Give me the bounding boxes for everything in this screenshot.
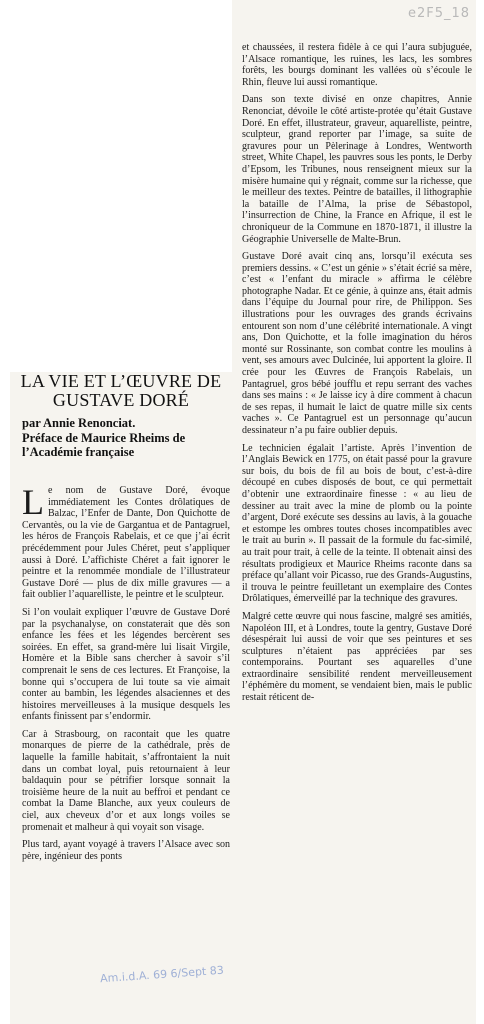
handwritten-note: Am.i.d.A. 69 6/Sept 83 bbox=[99, 963, 225, 986]
paragraph: Le nom de Gustave Doré, évoque immédiatement les Contes drôlatiques de Balzac, l’Enfer de Dante, Don Quichotte de Cervantès, ou la vie de Gargantua et de Pantagruel, les héros de François Rabelais, et ce que j’ai écrit précédemment pour Jules Chéret, peut s’appliquer aussi à Doré. L’affichiste Chéret a fait ignorer le peintre et la renommée mondiale de l’illustrateur Gustave Doré — plus de dix mille gravures — a fait oublier l’aquarelliste, le peintre et le sculpteur. bbox=[22, 482, 230, 601]
right-text-column bbox=[242, 42, 472, 710]
paragraph: et chaussées, il restera fidèle à ce qui l’aura subjuguée, l’Alsace romantique, les ruines, les lacs, les sombres forêts, les bourgs dominant les vallées où s’écoule le Rhin, fleuve lui aussi romantique. bbox=[242, 42, 472, 88]
preface-credit: Préface de Maurice Rheims de l’Académie française bbox=[22, 430, 186, 459]
article-subhead bbox=[22, 416, 226, 460]
paragraph: Gustave Doré avait cinq ans, lorsqu’il exécuta ses premiers dessins. « C’est un génie » s’était écrié sa mère, c’est « l’enfant du miracle » affirma le célèbre photographe Nadar. Et ce génie, à quinze ans, était admis dans l’équipe du Journal pour rire, de Philippon. Ses illustrations pour les ouvrages des grands écrivains entourent son nom d’une célébrité internationale. A vingt ans, Don Quichotte, et la folle imagination du héros monté sur Rossinante, son combat contre les moulins à vent, ses amours avec Dulcinée, lui apportent la gloire. Il crée pour les Œuvres de François Rabelais, un Pantagruel, gros bébé joufflu et repu serrant des vaches dans ses mains : « Je laisse icy à dire comment à chacun de ses repas, il humait le laict de quatre mille six cents vaches ». Ce Pantagruel est un personnage qu’aucun dessinateur n’a pu faire oublier depuis. bbox=[242, 251, 472, 436]
drop-cap: L bbox=[22, 482, 44, 522]
article-headline: LA VIE ET L’ŒUVRE DE GUSTAVE DORÉ bbox=[20, 371, 222, 410]
paragraph: Le technicien égalait l’artiste. Après l’invention de l’Anglais Bewick en 1775, on était passé pour la gravure sur bois, du bois de fil au bois de bout, c’est-à-dire découpé en cubes disposés de bout, ce qui permettait d’obtenir une extraordinaire finesse : « au lieu de dessiner au trait avec la mine de plomb ou la pointe d’argent, Doré exécute ses dessins au lavis, à la gouache et estompe les ombres toutes choses incompatibles avec le trait au burin ». Il passait de la formule du fac-similé, au trait pour trait, à celle de la teinte. Il obtenait ainsi des résultats prodigieux et Maurice Rheims raconte dans sa préface qu’allant voir Picasso, rue des Grands-Augustins, il trouva le peintre feuilletant un exemplaire des Contes Drôlatiques, émerveillé par la technique des gravures. bbox=[242, 442, 472, 605]
paragraph: Plus tard, ayant voyagé à travers l’Alsace avec son père, ingénieur des ponts bbox=[22, 839, 230, 862]
paragraph: Car à Strasbourg, on racontait que les quatre monarques de pierre de la cathédrale, près de laquelle la famille habitait, s’affrontaient la nuit dans un combat loyal, puis retournaient à leur baldaquin pour se pétrifier lorsque sonnait la troisième heure de la nuit au beffroi et pendant ce combat la Dame Blanche, aux yeux couleurs de ciel, aux cheveux d’or et aux longs voiles se promenait et malheur à qui voyait son visage. bbox=[22, 728, 230, 833]
left-text-column bbox=[22, 482, 230, 868]
paragraph: Dans son texte divisé en onze chapitres, Annie Renonciat, dévoile le côté artiste-protée qu’était Gustave Doré. En effet, illustrateur, graveur, aquarelliste, peintre, sculpteur, grand reporter par l’image, sa suite de gravures pour un Pèlerinage à Londres, Wentworth street, White Chapel, les pauvres sous les ponts, le Derby d’Epsom, les Tribunes, nous renseignent mieux sur la misère humaine qui y régnait, comme sur la richesse, que le meilleur des textes. Peintre de batailles, il lithographie la bataille de l’Alma, la prise de Sébastopol, l’insurrection de Chine, la France en Afrique, il est le chroniqueur de la Commune en 1870-1871, il illustre la Géographie Universelle de Malte-Brun. bbox=[242, 94, 472, 245]
byline: par Annie Renonciat. bbox=[22, 416, 136, 430]
archive-reference: e2F5_18 bbox=[408, 6, 471, 21]
paragraph: Si l’on voulait expliquer l’œuvre de Gustave Doré par la psychanalyse, on constaterait que dès son enfance les fées et les légendes bercèrent ses soirées. En effet, sa grand-mère lui lisait Virgile, Homère et la Bible sans chercher à savoir s’il comprenait le sens de ces lectures. Et Françoise, la bonne qui s’occupera de lui toute sa vie aimait conter au bambin, les légendes alsaciennes et des histoires merveilleuses à la musique desquels les enfants finissent par s’endormir. bbox=[22, 606, 230, 723]
paragraph: Malgré cette œuvre qui nous fascine, malgré ses amitiés, Napoléon III, et à Londres, toute la gentry, Gustave Doré désespérait lui aussi de voir que ses peintures et ses sculptures n’étaient pas appréciées par ses contemporains. Pourtant ses aquarelles d’une extraordinaire sensibilité rendent merveilleusement l’éphémère du moment, se vendaient bien, mais le public restait réticent de- bbox=[242, 610, 472, 704]
